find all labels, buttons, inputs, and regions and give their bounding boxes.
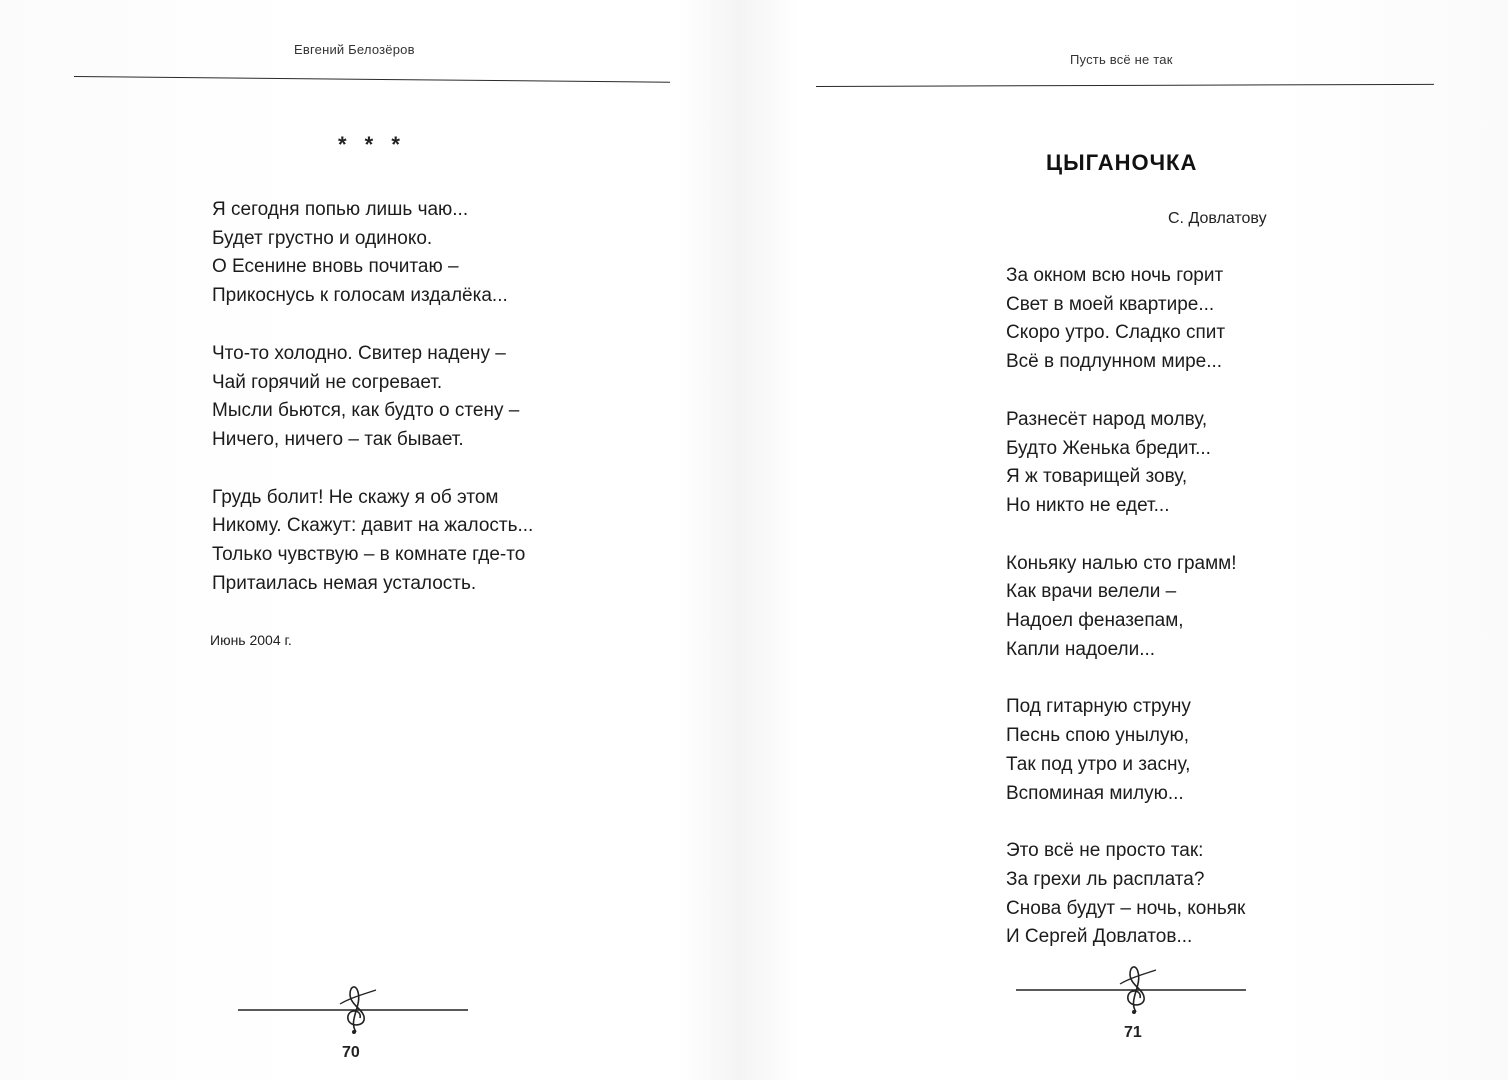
poem-title: ЦЫГАНОЧКА [1046, 150, 1198, 175]
stanza [1006, 550, 1245, 665]
poem-line: Скоро утро. Сладко спит [1006, 322, 1226, 344]
poem-line: Но никто не едет... [1006, 494, 1170, 516]
poem-line: Разнесёт народ молву, [1006, 408, 1208, 430]
right-ornament [1014, 960, 1250, 1021]
poem-line: О Есенине вновь почитаю – [212, 256, 459, 278]
poem-line: Надоел феназепам, [1006, 610, 1184, 632]
poem-line: Я сегодня попью лишь чаю... [212, 199, 469, 220]
poem-line: Что-то холодно. Свитер надену – [212, 342, 506, 364]
poem-line: Коньяку налью сто грамм! [1006, 552, 1237, 574]
poem-line: Свет в моей квартире... [1006, 293, 1215, 315]
poem-line: Ничего, ничего – так бывает. [212, 428, 464, 450]
stanza [212, 196, 533, 311]
left-poem [212, 196, 533, 598]
poem-line: Как врачи велели – [1006, 581, 1177, 603]
stanza [1006, 406, 1245, 521]
poem-line: За грехи ль расплата? [1006, 868, 1205, 890]
stanza [1006, 693, 1245, 808]
poem-line: Так под утро и засну, [1006, 753, 1191, 775]
poem-line: Грудь болит! Не скажу я об этом [212, 486, 499, 508]
left-running-head: Евгений Белозёров [294, 42, 415, 57]
poem-line: Это всё не просто так: [1006, 840, 1204, 862]
stanza [212, 340, 533, 455]
right-running-head: Пусть всё не так [1070, 52, 1173, 67]
poem-line: За окном всю ночь горит [1006, 265, 1224, 286]
poem-line: Будто Женька бредит... [1006, 437, 1211, 459]
poem-line: Мысли бьются, как будто о стену – [212, 400, 520, 422]
poem-line: Всё в подлунном мире... [1006, 351, 1223, 373]
treble-clef-icon [236, 980, 472, 1036]
poem-line: Снова будут – ночь, коньяк [1006, 897, 1246, 919]
poem-line: И Сергей Довлатов... [1006, 926, 1193, 948]
left-header-rule [74, 76, 670, 83]
section-mark: * * * [338, 132, 406, 157]
poem-line: Никому. Скажут: давит на жалость... [212, 515, 534, 537]
poem-line: Притаилась немая усталость. [212, 572, 477, 594]
right-header-rule [816, 84, 1434, 87]
stanza [1006, 837, 1245, 952]
poem-line: Будет грустно и одиноко. [212, 227, 433, 249]
left-page [0, 0, 740, 1080]
right-poem [1006, 262, 1245, 952]
page-number-left: 70 [342, 1044, 360, 1061]
treble-clef-icon [1014, 960, 1250, 1016]
left-ornament [236, 980, 472, 1041]
poem-line: Под гитарную струну [1006, 696, 1191, 718]
poem-line: Только чувствую – в комнате где-то [212, 544, 526, 566]
right-page [740, 0, 1508, 1080]
stanza [1006, 262, 1245, 377]
poem-date: Июнь 2004 г. [210, 632, 292, 648]
poem-line: Песнь спою унылую, [1006, 725, 1190, 747]
poem-line: Вспоминая милую... [1006, 782, 1184, 804]
poem-dedication: С. Довлатову [1168, 210, 1267, 227]
stanza [212, 484, 533, 599]
poem-line: Чай горячий не согревает. [212, 371, 443, 393]
page-number-right: 71 [1124, 1024, 1142, 1041]
poem-line: Капли надоели... [1006, 638, 1156, 660]
poem-line: Я ж товарищей зову, [1006, 466, 1188, 488]
poem-line: Прикоснусь к голосам издалёка... [212, 285, 508, 307]
